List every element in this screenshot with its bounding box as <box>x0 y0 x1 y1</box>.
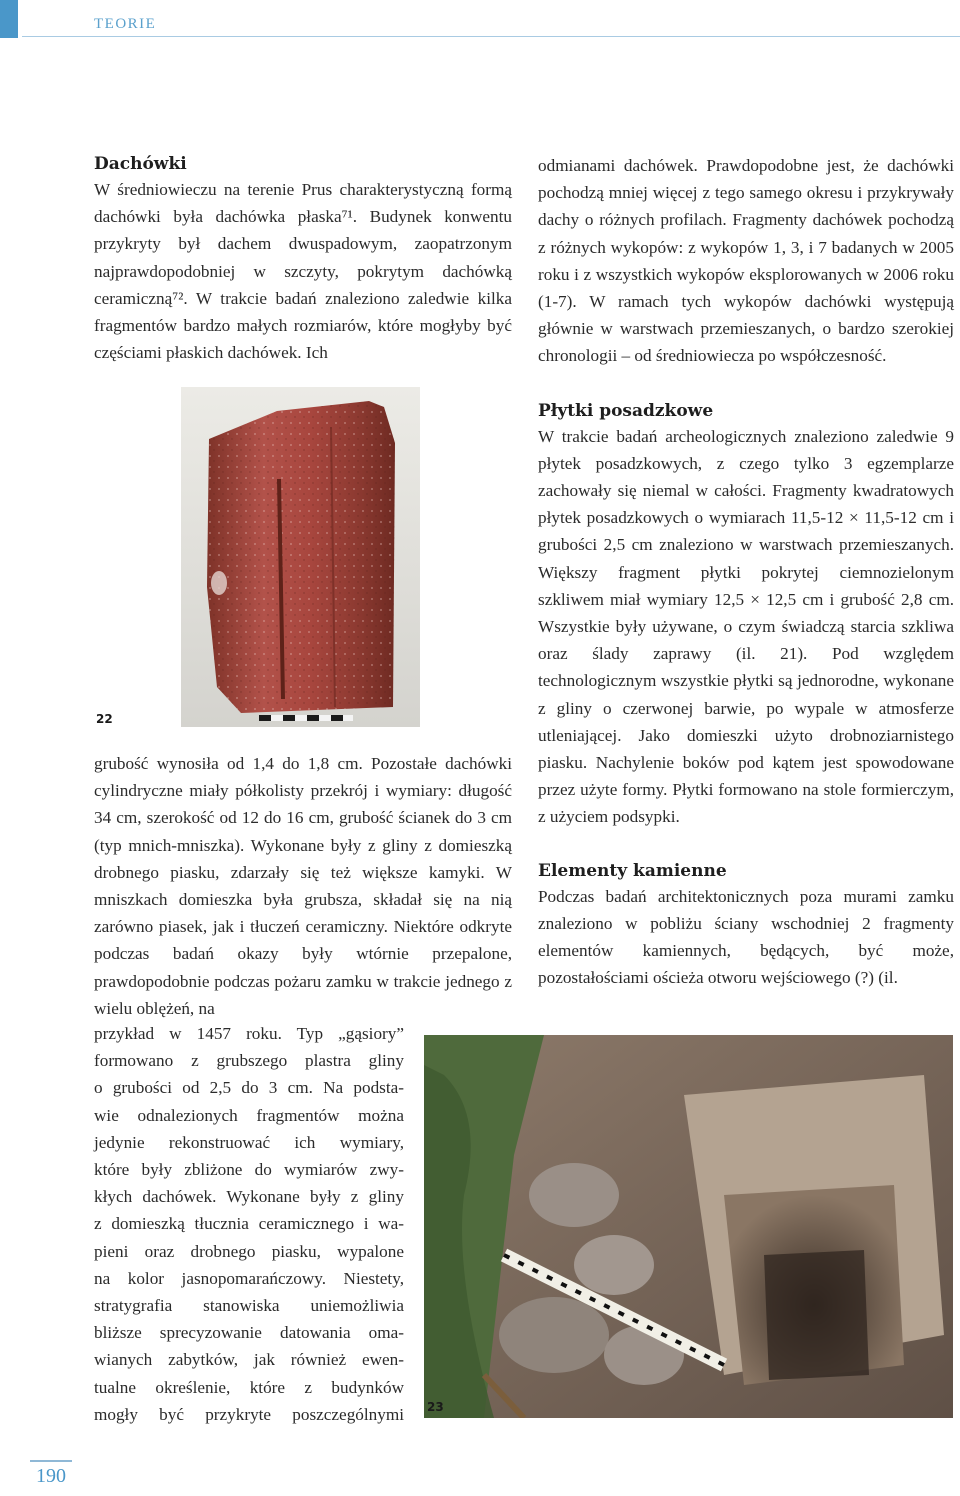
section-heading-plytki: Płytki posadzkowe <box>538 400 714 421</box>
left-column-narrow <box>94 1020 404 1428</box>
text-line: stratygrafia stanowiska uniemożliwia <box>94 1296 404 1316</box>
figure-number: 22 <box>96 712 113 726</box>
footer-rule <box>30 1460 72 1462</box>
text-line: które były zbliżone do wymiarów zwy- <box>94 1160 404 1180</box>
running-header: TEORIE <box>94 16 157 32</box>
header-rule <box>22 36 960 37</box>
excavation-image <box>424 1035 953 1418</box>
text-line: z domieszką tłucznia ceramicznego i wa- <box>94 1214 404 1234</box>
text-line: tualne określenie, które z budynków <box>94 1377 404 1397</box>
paragraph: W średniowieczu na terenie Prus charakterystyczną formą dachówki była dachówka płaska⁷¹. Budynek konwentu przykryty był dachem dwuspadowym, zaopatrzonym najprawdopodobniej w szczyty, pokrytym dachówką ceramiczną⁷². W trakcie badań znaleziono zaledwie kilka fragmentów bardzo małych rozmiarów, które mogłyby być częściami płaskich dachówek. Ich <box>94 180 512 363</box>
text-line: kłych dachówek. Wykonane były z gliny <box>94 1187 404 1207</box>
left-column-top <box>94 152 512 366</box>
roof-tile-image <box>181 387 420 727</box>
paragraph: odmianami dachówek. Prawdopodobne jest, że dachówki pochodzą mniej więcej z tego samego okresu i przykrywały dachy o różnych profilach. Fragmenty dachówek pochodzą z różnych wykopów: z wykopów 1, 3, i 7 badanych w 2005 roku i z wszystkich wykopów eksplorowanych w 2006 roku (1-7). W ramach tych wykopów dachówki występują głównie w warstwach przemieszanych, o bardzo szerokiej chronologii – od średniowiecza po współczesność. <box>538 156 954 366</box>
left-column-middle <box>94 750 512 1022</box>
page-number: 190 <box>36 1465 66 1487</box>
section-heading-dachowki: Dachówki <box>94 154 187 174</box>
text-line: na kolor jasnopomarańczowy. Niestety, <box>94 1268 404 1288</box>
text-line: wie odnalezionych fragmentów można <box>94 1105 404 1125</box>
paragraph: grubość wynosiła od 1,4 do 1,8 cm. Pozostałe dachówki cylindryczne miały półkolisty przekrój i wymiary: długość 34 cm, szerokość od 12 do 16 cm, grubość ścianek do 3 cm (typ mnich-mniszka). Wykonane były z gliny z domieszką drobnego piasku, zdarzały się też większe kamyki. W mniszkach domieszka była grubsza, składał się na nią zarówno piasek, jak i tłuczeń ceramiczny. Niektóre odkryte podczas badań okazy były wtórnie przepalone, prawdopodobnie podczas pożaru zamku w trakcie jednego z wielu oblężeń, na <box>94 754 512 1018</box>
text-line: przykład w 1457 roku. Typ „gąsiory” <box>94 1024 404 1043</box>
text-line: pieni oraz drobnego piasku, wypalone <box>94 1241 404 1261</box>
text-line: mogły być przykryte poszczególnymi <box>94 1404 404 1424</box>
section-heading-elementy: Elementy kamienne <box>538 860 727 881</box>
figure-number: 23 <box>427 1400 444 1414</box>
text-line: bliższe sprecyzowanie datowania oma- <box>94 1323 404 1343</box>
text-line: wianych zabytków, jak również ewen- <box>94 1350 404 1370</box>
paragraph: Podczas badań architektonicznych poza murami zamku znaleziono w pobliżu ściany wschodniej 2 fragmenty elementów kamiennych, będących, być może, pozostałościami ościeża otworu wejściowego (?) (il. <box>538 886 954 988</box>
text-line: formowano z grubszego plastra gliny <box>94 1051 404 1071</box>
text-line: jedynie rekonstruować ich wymiary, <box>94 1132 404 1152</box>
text-line: o grubości od 2,5 do 3 cm. Na podsta- <box>94 1078 404 1098</box>
figure-23-excavation-photo <box>424 1035 953 1418</box>
header-accent-bar <box>0 0 18 38</box>
right-column <box>538 152 954 991</box>
figure-22-roof-tile-photo <box>181 387 420 727</box>
paragraph: W trakcie badań archeologicznych znaleziono zaledwie 9 płytek posadzkowych, z czego tylko 3 egzemplarze zachowały się niemal w całości. Fragmenty kwadratowych płytek posadzkowych o wymiarach 11,5-12 × 11,5-12 cm i grubości 2,5 cm znaleziono w warstwach przemieszanych. Większy fragment płytki pokrytej ciemnozielonym szkliwem miał wymiary 12,5 × 12,5 cm i grubość 2,8 cm. Wszystkie były używane, o czym świadczą starcia szkliwa oraz ślady zaprawy (il. 21). Pod względem technologicznym wszystkie płytki są jednorodne, wykonane z gliny o czerwonej barwie, po wypale w atmosferze utleniającej. Jako domieszki użyto drobnoziarnistego piasku. Nachylenie boków pod kątem jest spowodowane przez użyte formy. Płytki formowano na stole formierczym, z użyciem podsypki. <box>538 426 954 827</box>
